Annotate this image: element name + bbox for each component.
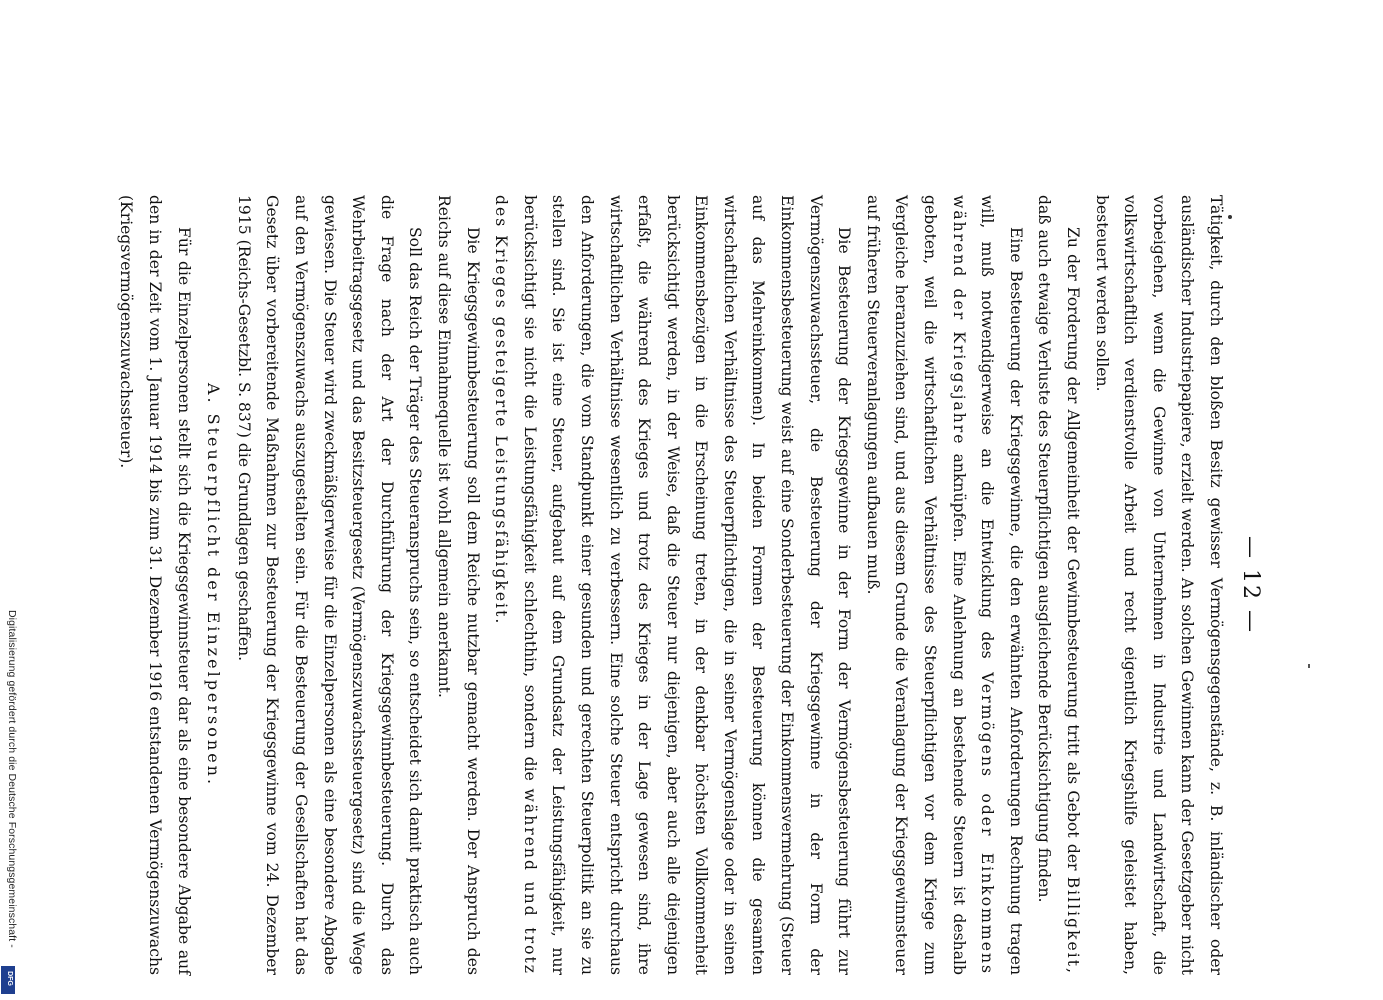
dfg-logo-text: DFG <box>5 971 13 986</box>
paragraph-4-emphasis: während und trotz des Krieges gesteigerte Leistungsfähigkeit. <box>492 195 539 975</box>
section-heading: A. Steuerpflicht der Einzelpersonen. <box>204 382 224 788</box>
ink-speck <box>1308 664 1310 668</box>
paragraph-4-text: Die Besteuerung der Kriegsgewinne in der Form der Vermögensbesteuerung führt zur Vermögenszuwachssteuer, die Besteuerung der Kriegsgewinne in der Form der Einkommensbesteuerung weist auf eine Sonderbesteuerung der Einkommensvermehrung (Steuer auf das Mehreinkommen). In beiden Formen der Besteuerung können die gesamten wirtschaftlichen Verhältnisse des Steuerpflichtigen, die in seiner Vermögenslage oder in seinen Einkommensbezügen in die Erscheinung treten, in der denkbar höchsten Vollkommenheit berücksichtigt werden, in der Weise, daß die Steuer nur diejenigen, aber auch alle diejenigen erfaßt, die während des Krieges und trotz des Krieges in der Lage gewesen sind, ihre wirtschaftlichen Verhältnisse wesentlich zu verbessern. Eine solche Steuer entspricht durchaus den Anforderungen, die vom Standpunkt einer gesunden und gerechten Steuerpolitik an sie zu stellen sind. Sie ist eine Steuer, aufgebaut auf dem Grundsatz der Leistungsfähigkeit, nur berücksichtigt sie nicht die Leistungsfähigkeit schlechthin, sondern die <box>520 195 854 975</box>
paragraph-2-emphasis: Billigkeit, <box>1064 876 1083 975</box>
paragraph-2-text-a: Zu der Forderung der Allgemeinheit der Gewinnbesteuerung tritt als Gebot der <box>1064 227 1083 871</box>
paragraph-6: Soll das Reich der Träger des Steueranspruchs sein, so entscheidet sich damit praktisch auch die Frage nach der Art der Durchführung der Kriegsgewinnbesteuerung. Durch das Wehrbeitragsgesetz und das Besitzsteuergesetz (Vermögenszuwachssteuergesetz) sind die Wege gewiesen. Die Steuer wird zweckmäßigerweise für die Einzelpersonen als eine besondere Abgabe auf den Vermögenszuwachs auszugestalten sein. Für die Besteuerung der Gesellschaften hat das Gesetz über vorbereitende Maßnahmen zur Besteuerung der Kriegsgewinne vom 24. Dezember 1915 (Reichs-Gesetzbl. S. 837) die Grundlagen geschaffen. <box>234 195 425 975</box>
paragraph-3-emphasis: Vermögens oder Einkommens während der Kriegsjahre <box>949 195 997 975</box>
paragraph-3-text-b: anknüpfen. Eine Anlehnung an bestehende Steuern ist deshalb geboten, weil die wirtschaftlichen Verhältnisse des Steuerpflichtigen vor dem Kriege zum Vergleiche heranzuziehen sind, und aus diesem Grunde die Veranlagung der Kriegsgewinnsteuer auf früheren Steuerveranlagungen aufbauen muß. <box>863 195 968 975</box>
dfg-logo[interactable] <box>1 966 15 994</box>
paragraph-2 <box>1030 195 1087 975</box>
paragraph-1: Tätigkeit, durch den bloßen Besitz gewisser Vermögensgegenstände, z. B. inländischer oder ausländischer Industriepapiere, erzielt werden. An solchen Gewinnen kann der Gesetzgeber nicht vorbeigehen, wenn die Gewinne von Unternehmen in Industrie und Landwirtschaft, die volkswirtschaftlich verdienstvolle Arbeit und recht eigentlich Kriegshilfe geleistet haben, besteuert werden sollen. <box>1092 195 1225 975</box>
paragraph-7: Für die Einzelpersonen stellt sich die Kriegsgewinnsteuer dar als eine besondere Abgabe auf den in der Zeit vom 1. Januar 1914 bis zum 31. Dezember 1916 entstandenen Vermögenszuwachs (Kriegsvermögenszuwachssteuer). <box>117 195 193 975</box>
paragraph-4 <box>487 195 859 975</box>
paragraph-3 <box>858 195 1030 975</box>
page-number-header: — 12 — <box>1238 536 1263 634</box>
paragraph-2-text-b: daß auch etwaige Verluste des Steuerpflichtigen ausgleichende Berücksichtigung finden. <box>1035 195 1054 903</box>
paragraph-5: Die Kriegsgewinnbesteuerung soll dem Reiche nutzbar gemacht werden. Der Anspruch des Reichs auf diese Einnahmequelle ist wohl allgemein anerkannt. <box>434 195 482 975</box>
ink-dot <box>1228 215 1232 219</box>
digitization-notice: Digitalisierung gefördert durch die Deutsche Forschungsgemeinschaft - <box>6 610 18 948</box>
paragraph-3-text-a: Eine Besteuerung der Kriegsgewinne, die den erwähnten Anforderungen Rechnung tragen will, muß notwendigerweise an die Entwicklung des <box>978 195 1025 975</box>
document-page <box>117 195 1270 975</box>
